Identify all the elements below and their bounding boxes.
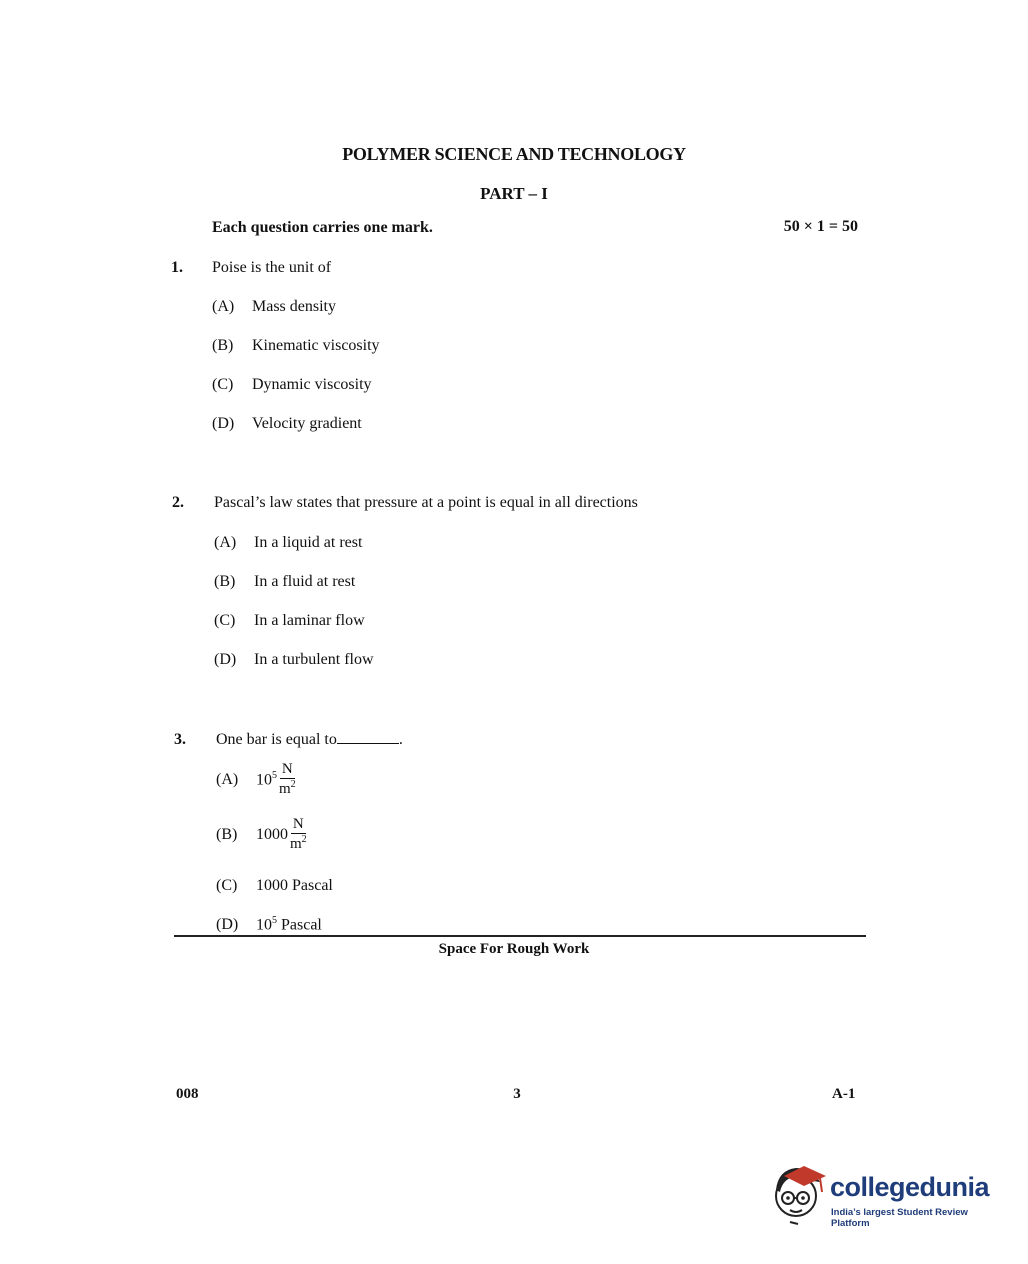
option-text: Dynamic viscosity	[252, 376, 372, 393]
page-number: 3	[513, 1086, 521, 1102]
fraction-denominator	[279, 779, 296, 797]
option-label: (D)	[216, 915, 239, 933]
question-2-number: 2.	[172, 494, 184, 511]
question-1-number: 1.	[171, 259, 183, 276]
value-suffix: Pascal	[277, 916, 322, 934]
question-1-option-d	[212, 415, 362, 433]
option-text: In a liquid at rest	[254, 534, 363, 551]
part-heading: PART – I	[480, 184, 548, 203]
den-base: m	[279, 781, 291, 797]
question-3-text: One bar is equal to	[216, 731, 337, 748]
option-label: (C)	[212, 376, 234, 393]
option-label: (C)	[214, 612, 236, 629]
option-label: (B)	[214, 573, 236, 590]
option-value	[256, 770, 277, 789]
document-title: POLYMER SCIENCE AND TECHNOLOGY	[342, 144, 686, 164]
fraction-numerator: N	[292, 816, 304, 832]
question-3-option-d	[216, 915, 322, 934]
question-1-option-c	[212, 376, 372, 394]
set-code: A-1	[832, 1086, 856, 1102]
option-text: In a laminar flow	[254, 612, 365, 629]
question-3-option-a	[216, 762, 296, 797]
question-2-option-b	[214, 573, 355, 591]
question-2-option-a	[214, 534, 362, 552]
option-text: Mass density	[252, 298, 336, 315]
question-3-option-c	[216, 877, 333, 895]
option-label: (A)	[212, 298, 235, 315]
den-exponent: 2	[290, 779, 296, 790]
option-label: (B)	[212, 337, 234, 354]
answer-blank	[337, 731, 399, 744]
option-label: (A)	[216, 770, 239, 788]
option-label: (B)	[216, 825, 238, 843]
question-1-option-b	[212, 337, 380, 355]
question-3-option-b	[216, 817, 307, 852]
student-mascot-icon	[770, 1160, 828, 1230]
fraction-numerator: N	[281, 761, 293, 777]
option-label: (D)	[212, 415, 235, 432]
option-label: (A)	[214, 534, 237, 551]
question-3-number: 3.	[174, 731, 186, 748]
value-base: 10	[256, 916, 272, 934]
instruction-text: Each question carries one mark.	[212, 219, 433, 236]
den-exponent: 2	[301, 834, 307, 845]
question-1-option-a	[212, 298, 336, 316]
unit-fraction	[279, 762, 296, 797]
option-text: 1000 Pascal	[256, 877, 333, 894]
option-value	[256, 915, 322, 934]
option-label: (C)	[216, 877, 238, 894]
option-value: 1000	[256, 825, 288, 843]
option-text: In a turbulent flow	[254, 651, 374, 668]
question-2-option-c	[214, 612, 365, 630]
question-2-option-d	[214, 651, 374, 669]
question-1-text: Poise is the unit of	[212, 259, 332, 276]
option-text: Kinematic viscosity	[252, 337, 380, 354]
value-exponent: 5	[272, 915, 277, 926]
option-text: In a fluid at rest	[254, 573, 356, 590]
section-divider	[174, 935, 866, 937]
option-label: (D)	[214, 651, 237, 668]
brand-tagline: India’s largest Student Review Platform	[831, 1207, 968, 1229]
option-text: Velocity gradient	[252, 415, 362, 432]
brand-name: collegedunia	[830, 1172, 990, 1202]
brand-watermark	[770, 1160, 1000, 1230]
den-base: m	[290, 836, 302, 852]
unit-fraction	[290, 817, 307, 852]
fraction-denominator	[290, 834, 307, 852]
question-2-text: Pascal’s law states that pressure at a point is equal in all directions	[214, 494, 638, 511]
rough-work-label: Space For Rough Work	[438, 941, 590, 957]
marks-total: 50 × 1 = 50	[783, 218, 858, 235]
value-base: 10	[256, 771, 272, 789]
value-exponent: 5	[272, 769, 277, 781]
paper-code: 008	[176, 1086, 199, 1102]
question-3-stem: One bar is equal to .	[216, 731, 403, 748]
